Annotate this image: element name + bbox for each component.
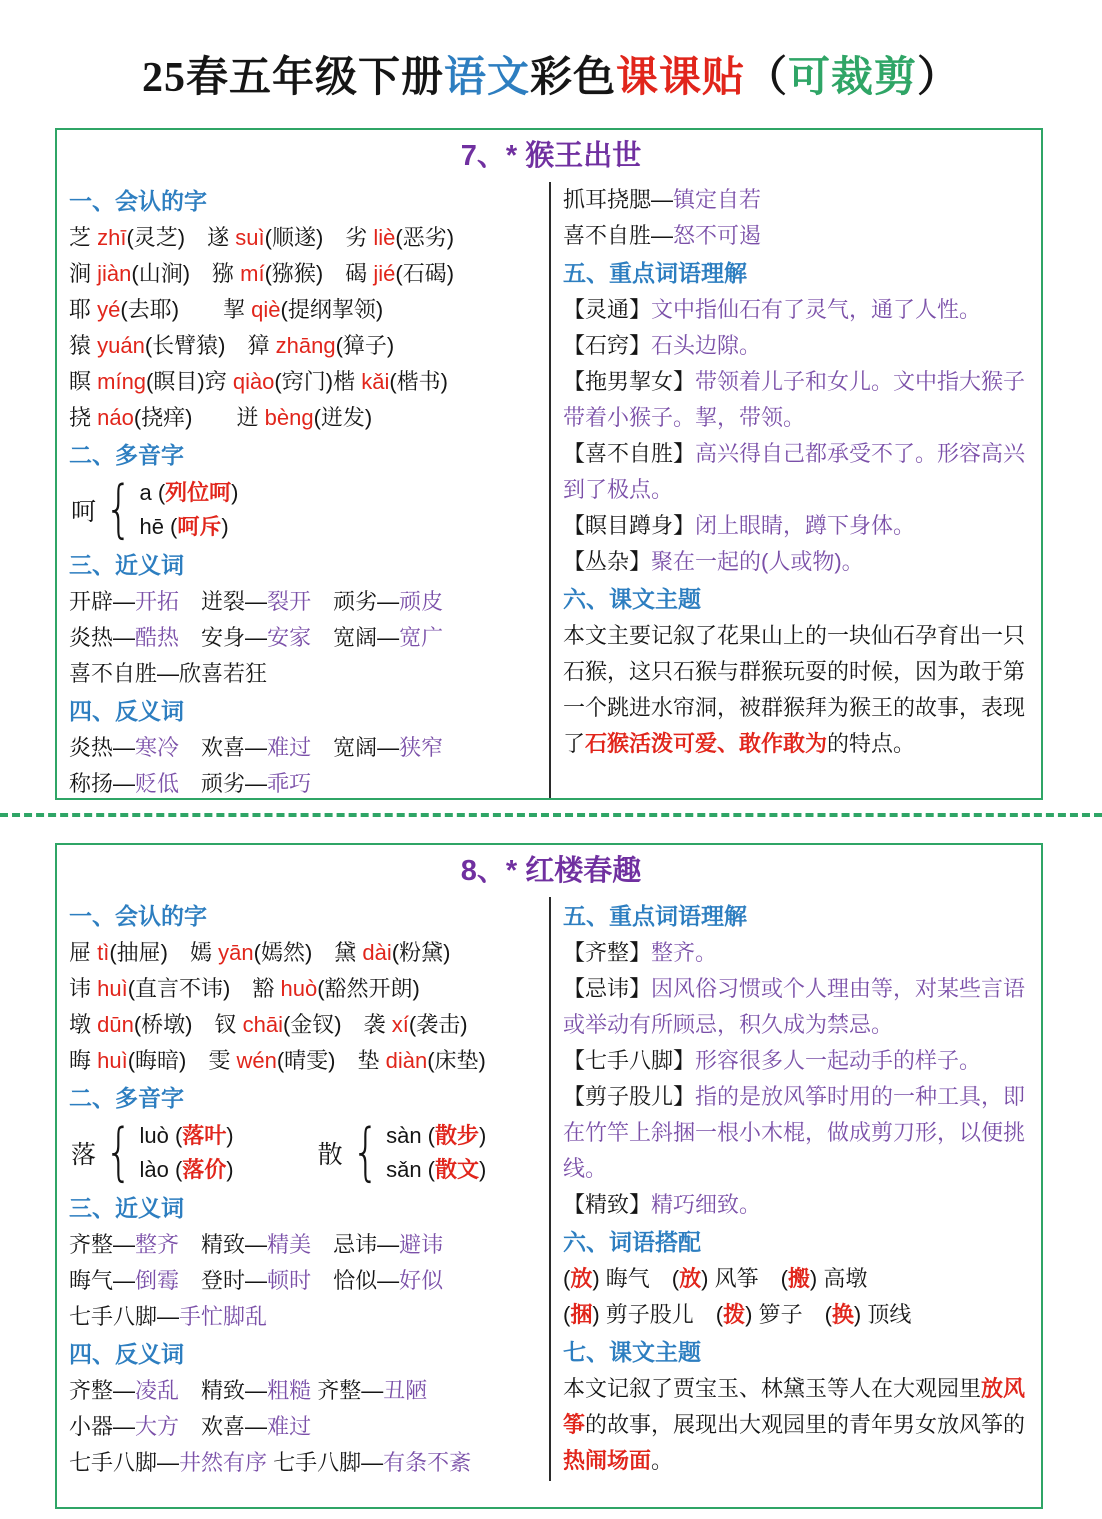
text-segment: 寒冷 — [135, 734, 180, 760]
text-line — [563, 436, 1033, 508]
subsection-heading: 七、课文主题 — [563, 1338, 701, 1365]
text-segment: 怒不可遏 — [673, 222, 762, 248]
text-segment: 开辟— — [69, 588, 136, 614]
text-segment: bèng — [264, 404, 314, 430]
text-line — [563, 1261, 1033, 1297]
text-segment: (直言不讳) — [127, 975, 253, 1001]
text-segment: (瞑目) — [146, 368, 205, 394]
text-line — [69, 292, 543, 328]
cut-line — [0, 813, 1102, 817]
text-segment: huò — [280, 975, 318, 1001]
text-segment: 指的是放风筝时用的一种工具，即在竹竿上斜捆一根小木棍，做成剪刀形，以便挑线。 — [563, 1083, 1026, 1181]
text-segment — [311, 735, 333, 760]
text-segment: 凌乱 — [135, 1377, 180, 1403]
text-segment: (抽屉) — [109, 939, 191, 965]
text-segment: 精致— — [201, 1231, 268, 1257]
lesson-7-right-column — [551, 182, 1033, 800]
text-segment: náo — [97, 404, 134, 430]
text-segment: ) — [226, 1122, 234, 1148]
text-segment: ( — [563, 1301, 571, 1327]
text-segment: 语文 — [443, 55, 530, 101]
subsection-heading: 一、会认的字 — [69, 187, 207, 214]
text-segment — [311, 1268, 333, 1293]
text-segment: yān — [218, 939, 254, 965]
text-segment — [179, 735, 201, 760]
text-segment: (楷书) — [389, 368, 448, 394]
text-segment: luò ( — [139, 1122, 183, 1148]
text-segment: 瞑 — [69, 368, 98, 394]
subsection-heading: 四、反义词 — [69, 697, 184, 724]
text-line — [563, 1043, 1033, 1079]
text-line — [563, 508, 1033, 544]
text-segment: ) — [221, 513, 229, 539]
text-segment: 搬 — [787, 1265, 810, 1291]
text-segment: (长臂猿) — [144, 332, 248, 358]
text-segment: wén — [236, 1047, 277, 1073]
text-segment: 晦气— — [69, 1267, 136, 1293]
text-line — [69, 1445, 543, 1481]
text-segment — [179, 1414, 201, 1439]
page-title — [0, 52, 1102, 105]
text-line — [563, 618, 1033, 762]
text-segment: (提纲挈领) — [280, 296, 384, 322]
text-segment: 迸 — [236, 404, 265, 430]
text-segment: 难过 — [267, 734, 312, 760]
text-segment: 七手八脚— — [69, 1303, 180, 1329]
polyphone-row — [69, 1117, 543, 1189]
text-segment: 炎热— — [69, 734, 136, 760]
polyphone-option — [139, 476, 238, 510]
text-segment: 遂 — [207, 224, 236, 250]
text-segment: 本文主要记叙了花果山上的一块仙石孕育出一只石猴，这只石猴与群猴玩耍的时候，因为敢于第一个跳进水帘洞，被群猴拜为猴王的故事，表现了 — [563, 622, 1026, 756]
text-segment: 七手八脚— — [273, 1449, 384, 1475]
brace-icon: { — [104, 472, 133, 546]
text-line — [69, 1409, 543, 1445]
text-segment: 豁 — [252, 975, 281, 1001]
polyphone-row — [69, 474, 543, 546]
text-line — [0, 52, 1102, 105]
text-segment: 粗糙 — [267, 1377, 312, 1403]
text-segment: (恶劣) — [395, 224, 455, 250]
subsection-heading: 四、反义词 — [69, 1340, 184, 1367]
text-segment: 欢喜— — [201, 1413, 268, 1439]
text-line — [69, 400, 543, 436]
text-segment: 【齐整】 — [563, 939, 652, 965]
text-segment: (挠痒) — [133, 404, 237, 430]
text-segment: 避讳 — [399, 1231, 444, 1257]
text-segment: 涧 — [69, 260, 98, 286]
text-segment: 放风筝 — [563, 1375, 1026, 1437]
text-segment: 猿 — [69, 332, 98, 358]
subsection-heading: 三、近义词 — [69, 1194, 184, 1221]
text-segment: 欢喜— — [201, 734, 268, 760]
lesson-8-columns — [69, 897, 1033, 1481]
text-segment: 散步 — [435, 1122, 480, 1148]
text-segment: 【灵通】 — [563, 296, 652, 322]
text-segment: 文中指仙石有了灵气，通了人性。 — [651, 296, 982, 322]
text-segment: (灵芝) — [126, 224, 208, 250]
text-segment — [179, 1378, 201, 1403]
text-line — [563, 1079, 1033, 1187]
text-segment: 拨 — [723, 1301, 746, 1327]
text-line — [69, 1299, 543, 1335]
text-segment: (晦暗) — [127, 1047, 209, 1073]
text-segment: 小器— — [69, 1413, 136, 1439]
text-segment: (去耶) — [120, 296, 224, 322]
text-line — [69, 656, 543, 692]
text-segment: 窍 — [204, 368, 233, 394]
polyphone-option — [139, 510, 238, 544]
subsection-heading: 二、多音字 — [69, 441, 184, 468]
text-segment: 劣 — [345, 224, 374, 250]
text-line — [563, 328, 1033, 364]
text-segment: 钗 — [214, 1011, 243, 1037]
text-segment: 彩色 — [529, 55, 616, 101]
text-line — [69, 730, 543, 766]
text-line — [69, 328, 543, 364]
text-segment: 抓耳挠腮— — [563, 186, 674, 212]
text-segment: (顺遂) — [264, 224, 346, 250]
text-segment: 可裁剪 — [788, 55, 918, 101]
text-segment: dūn — [97, 1011, 134, 1037]
text-segment: 袭 — [363, 1011, 392, 1037]
text-segment: yé — [97, 296, 121, 322]
text-segment: 碣 — [345, 260, 374, 286]
lesson-card-7 — [55, 128, 1043, 800]
text-segment: 换 — [831, 1301, 854, 1327]
lesson-7-columns — [69, 182, 1033, 800]
text-segment: huì — [97, 975, 128, 1001]
text-line — [69, 766, 543, 800]
text-segment: 垫 — [357, 1047, 386, 1073]
text-line — [563, 292, 1033, 328]
text-segment: (嫣然) — [253, 939, 335, 965]
text-segment: 【喜不自胜】 — [563, 440, 696, 466]
text-segment: 炎热— — [69, 624, 136, 650]
text-segment: sǎn ( — [386, 1156, 435, 1182]
text-line — [69, 1227, 543, 1263]
lesson-8-right-column — [551, 897, 1033, 1481]
text-line — [563, 182, 1033, 218]
polyphone-item — [71, 1115, 234, 1189]
text-segment: (晴雯) — [276, 1047, 358, 1073]
text-line — [69, 971, 543, 1007]
text-segment: 黛 — [334, 939, 363, 965]
text-segment — [179, 589, 201, 614]
polyphone-options — [139, 1119, 233, 1187]
text-segment: (桥墩) — [133, 1011, 215, 1037]
text-segment: 石猴活泼可爱、敢作敢为 — [585, 730, 828, 756]
text-segment — [311, 1232, 333, 1257]
text-segment: 课课贴 — [615, 55, 745, 101]
text-segment: 喜不自胜— — [563, 222, 674, 248]
text-segment: 雯 — [208, 1047, 237, 1073]
text-segment: 顽劣— — [201, 770, 268, 796]
text-segment: 宽阔— — [333, 624, 400, 650]
text-segment: ) 箩子 ( — [745, 1301, 832, 1327]
text-segment: 讳 — [69, 975, 98, 1001]
text-segment: 【丛杂】 — [563, 548, 652, 574]
text-line — [563, 1371, 1033, 1479]
text-segment: liè — [373, 224, 396, 250]
text-segment: 耶 — [69, 296, 98, 322]
text-segment: 【瞑目蹲身】 — [563, 512, 696, 538]
text-segment: 齐整— — [69, 1231, 136, 1257]
text-segment: 楷 — [333, 368, 362, 394]
text-segment: sàn ( — [386, 1122, 435, 1148]
text-segment: 聚在一起的(人或物)。 — [651, 548, 864, 574]
text-segment: 【忌讳】 — [563, 975, 652, 1001]
text-segment: (金钗) — [282, 1011, 364, 1037]
text-segment: zhī — [97, 224, 127, 250]
text-segment: 精致— — [201, 1377, 268, 1403]
text-segment: 【精致】 — [563, 1191, 652, 1217]
text-segment: lào ( — [139, 1156, 183, 1182]
text-line — [69, 584, 543, 620]
text-segment: 开拓 — [135, 588, 180, 614]
text-segment: 登时— — [201, 1267, 268, 1293]
lesson-card-8 — [55, 843, 1043, 1509]
text-segment: (粉黛) — [391, 939, 451, 965]
text-segment: 25春五年级下册 — [141, 55, 444, 101]
text-segment: 放 — [570, 1265, 593, 1291]
subsection-heading: 六、课文主题 — [563, 585, 701, 612]
text-line — [69, 256, 543, 292]
text-segment: huì — [97, 1047, 128, 1073]
text-line — [563, 364, 1033, 436]
text-segment: 形容很多人一起动手的样子。 — [695, 1047, 982, 1073]
text-segment: 挈 — [223, 296, 252, 322]
text-segment: qiào — [232, 368, 275, 394]
text-segment: 整齐。 — [651, 939, 718, 965]
text-segment: 精巧细致。 — [651, 1191, 762, 1217]
polyphone-character: 散 — [317, 1140, 343, 1169]
text-segment: 倒霉 — [135, 1267, 180, 1293]
text-segment: (山涧) — [131, 260, 213, 286]
text-segment: ) 高墩 — [809, 1265, 868, 1291]
text-segment: 【剪子股儿】 — [563, 1083, 696, 1109]
subsection-heading: 三、近义词 — [69, 551, 184, 578]
text-line — [69, 364, 543, 400]
text-segment: (窍门) — [274, 368, 334, 394]
text-segment: 【七手八脚】 — [563, 1047, 696, 1073]
text-segment: 顿时 — [267, 1267, 312, 1293]
text-segment: 称扬— — [69, 770, 136, 796]
text-segment: 带领着儿子和女儿。文中指大猴子带着小猴子。挈，带领。 — [563, 368, 1026, 430]
text-segment: míng — [97, 368, 147, 394]
text-segment: ) — [226, 1156, 234, 1182]
text-line — [69, 1263, 543, 1299]
text-line — [69, 620, 543, 656]
text-segment: 丑陋 — [383, 1377, 428, 1403]
text-segment: 顽劣— — [333, 588, 400, 614]
text-segment: hē ( — [139, 513, 178, 539]
text-segment: jiàn — [97, 260, 132, 286]
text-segment: 落价 — [182, 1156, 227, 1182]
text-segment: 屉 — [69, 939, 98, 965]
text-segment: 晦 — [69, 1047, 98, 1073]
text-segment: ) 晦气 ( — [592, 1265, 680, 1291]
text-segment — [179, 771, 201, 796]
text-segment: a ( — [139, 479, 166, 505]
text-segment — [311, 589, 333, 614]
text-segment: xí — [391, 1011, 409, 1037]
text-segment: 的特点。 — [827, 730, 916, 756]
polyphone-options — [139, 476, 238, 544]
text-segment: ) 风筝 ( — [701, 1265, 788, 1291]
lesson-7-left-column — [69, 182, 551, 800]
subsection-heading: 六、词语搭配 — [563, 1228, 701, 1255]
lesson-7-title: 7、* 猴王出世 — [460, 140, 642, 172]
text-segment — [311, 625, 333, 650]
text-segment: qiè — [251, 296, 281, 322]
text-segment: 石头边隙。 — [651, 332, 762, 358]
text-segment: 宽广 — [399, 624, 444, 650]
brace-icon: { — [351, 1115, 380, 1189]
text-segment: 精美 — [267, 1231, 312, 1257]
text-segment: 捆 — [570, 1301, 593, 1327]
text-segment: 贬低 — [135, 770, 180, 796]
text-segment: 齐整— — [317, 1377, 384, 1403]
text-segment: kǎi — [361, 368, 390, 394]
polyphone-option — [139, 1119, 233, 1153]
text-segment: 放 — [679, 1265, 702, 1291]
text-segment: 宽阔— — [333, 734, 400, 760]
text-segment: 乖巧 — [267, 770, 312, 796]
text-line — [563, 1187, 1033, 1223]
polyphone-item — [317, 1115, 487, 1189]
polyphone-option — [386, 1119, 486, 1153]
text-segment: 的故事，展现出大观园里的青年男女放风筝的 — [585, 1411, 1026, 1437]
text-segment: 迸裂— — [201, 588, 268, 614]
text-segment: 。 — [651, 1447, 674, 1473]
text-segment: 恰似— — [333, 1267, 400, 1293]
text-segment: 列位呵 — [165, 479, 232, 505]
text-segment — [179, 1268, 201, 1293]
text-segment: (豁然开朗) — [317, 975, 420, 1001]
text-segment: 狭窄 — [399, 734, 444, 760]
text-segment: (石碣) — [395, 260, 455, 286]
text-segment: 有条不紊 — [383, 1449, 472, 1475]
text-segment: 散文 — [435, 1156, 480, 1182]
text-segment — [179, 625, 201, 650]
text-segment: ) — [479, 1156, 487, 1182]
text-segment: 手忙脚乱 — [179, 1303, 268, 1329]
text-segment: ) 剪子股儿 ( — [592, 1301, 724, 1327]
polyphone-character: 呵 — [71, 497, 97, 526]
text-segment: 裂开 — [267, 588, 312, 614]
text-segment: 安身— — [201, 624, 268, 650]
text-line — [563, 218, 1033, 254]
subsection-heading: 一、会认的字 — [69, 902, 207, 929]
text-segment: 本文记叙了贾宝玉、林黛玉等人在大观园里 — [563, 1375, 982, 1401]
lesson-8-title: 8、* 红楼春趣 — [460, 855, 642, 887]
text-segment: ) 顶线 — [853, 1301, 912, 1327]
text-segment: 芝 — [69, 224, 98, 250]
text-segment: 难过 — [267, 1413, 312, 1439]
text-segment: 齐整— — [69, 1377, 136, 1403]
text-line — [69, 1043, 543, 1079]
text-line — [563, 935, 1033, 971]
text-segment: 【石窍】 — [563, 332, 652, 358]
text-segment: 大方 — [135, 1413, 180, 1439]
subsection-heading: 五、重点词语理解 — [563, 902, 747, 929]
text-segment: 嫣 — [190, 939, 219, 965]
text-segment: 镇定自若 — [673, 186, 762, 212]
text-segment: 好似 — [399, 1267, 444, 1293]
text-segment: (袭击) — [408, 1011, 468, 1037]
text-segment: ) — [479, 1122, 487, 1148]
text-line — [69, 935, 543, 971]
text-segment: diàn — [385, 1047, 428, 1073]
text-segment: 闭上眼睛，蹲下身体。 — [695, 512, 916, 538]
text-line — [563, 971, 1033, 1043]
text-segment: ) — [231, 479, 239, 505]
text-segment: 喜不自胜—欣喜若狂 — [69, 660, 268, 686]
text-segment: 墩 — [69, 1011, 98, 1037]
text-line — [563, 1297, 1033, 1333]
text-segment: 高兴得自己都承受不了。形容高兴到了极点。 — [563, 440, 1026, 502]
subsection-heading: 五、重点词语理解 — [563, 259, 747, 286]
text-segment: (猕猴) — [264, 260, 346, 286]
polyphone-option — [139, 1153, 233, 1187]
subsection-heading: 二、多音字 — [69, 1084, 184, 1111]
text-line — [69, 1373, 543, 1409]
text-segment: chāi — [242, 1011, 283, 1037]
polyphone-character: 落 — [71, 1140, 97, 1169]
text-segment: zhāng — [275, 332, 336, 358]
text-segment: 因风俗习惯或个人理由等，对某些言语或举动有所顾忌，积久成为禁忌。 — [563, 975, 1026, 1037]
text-segment: 獐 — [247, 332, 276, 358]
text-segment: 落叶 — [182, 1122, 227, 1148]
text-segment: 七手八脚— — [69, 1449, 180, 1475]
text-segment: (獐子) — [335, 332, 395, 358]
text-segment: （ — [745, 55, 789, 101]
text-segment: 井然有序 — [179, 1449, 268, 1475]
text-segment: 整齐 — [135, 1231, 180, 1257]
text-segment: dài — [362, 939, 392, 965]
text-segment: mí — [240, 260, 265, 286]
text-line — [563, 544, 1033, 580]
polyphone-item — [71, 472, 239, 546]
text-segment — [179, 1232, 201, 1257]
text-line — [69, 1007, 543, 1043]
polyphone-options — [386, 1119, 486, 1187]
text-segment: (床垫) — [427, 1047, 486, 1073]
text-segment: ( — [563, 1265, 571, 1291]
text-segment: 热闹场面 — [563, 1447, 652, 1473]
text-segment: 忌讳— — [333, 1231, 400, 1257]
text-segment: yuán — [97, 332, 145, 358]
text-segment: 【拖男挈女】 — [563, 368, 696, 394]
text-segment: 酷热 — [135, 624, 180, 650]
text-line — [69, 220, 543, 256]
text-segment: 顽皮 — [399, 588, 444, 614]
text-segment: 安家 — [267, 624, 312, 650]
text-segment: suì — [235, 224, 265, 250]
text-segment: (迸发) — [313, 404, 373, 430]
lesson-8-left-column — [69, 897, 551, 1481]
text-segment: 呵斥 — [177, 513, 222, 539]
text-segment: jié — [373, 260, 396, 286]
brace-icon: { — [104, 1115, 133, 1189]
polyphone-option — [386, 1153, 486, 1187]
text-segment: 挠 — [69, 404, 98, 430]
text-segment: tì — [97, 939, 110, 965]
text-segment: 猕 — [212, 260, 241, 286]
text-segment: ） — [917, 55, 961, 101]
